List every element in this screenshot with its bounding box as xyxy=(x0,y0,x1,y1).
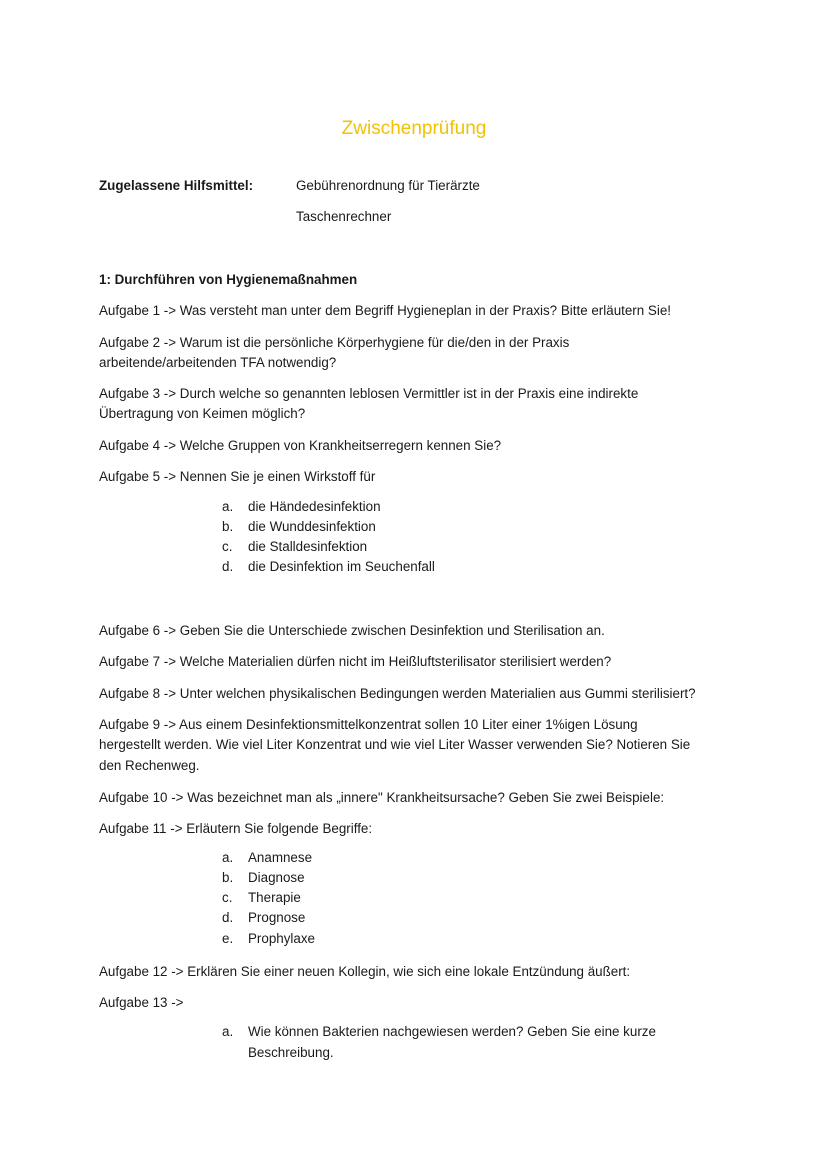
aids-label: Zugelassene Hilfsmittel: xyxy=(99,178,254,193)
task-13: Aufgabe 13 -> xyxy=(99,995,184,1010)
list-item: Prophylaxe xyxy=(248,931,315,946)
task-9-cont: den Rechenweg. xyxy=(99,758,200,773)
list-item: Therapie xyxy=(248,890,301,905)
list-item: die Desinfektion im Seuchenfall xyxy=(248,559,435,574)
list-item: Anamnese xyxy=(248,850,313,865)
task-7: Aufgabe 7 -> Welche Materialien dürfen nicht im Heißluftsterilisator sterilisiert werden? xyxy=(99,654,612,669)
task-2-cont: arbeitende/arbeitenden TFA notwendig? xyxy=(99,355,337,370)
list-item: die Stalldesinfektion xyxy=(248,539,368,554)
task-3: Aufgabe 3 -> Durch welche so genannten leblosen Vermittler ist in der Praxis eine indirekte xyxy=(99,386,639,401)
section-heading: 1: Durchführen von Hygienemaßnahmen xyxy=(99,272,358,287)
list-item-label: a. xyxy=(222,1024,234,1039)
list-item: die Händedesinfektion xyxy=(248,499,381,514)
list-item-label: d. xyxy=(222,910,234,925)
list-item-label: a. xyxy=(222,850,234,865)
list-item-cont: Beschreibung. xyxy=(248,1045,334,1060)
list-item: die Wunddesinfektion xyxy=(248,519,376,534)
aid-item: Gebührenordnung für Tierärzte xyxy=(296,178,480,193)
task-5: Aufgabe 5 -> Nennen Sie je einen Wirkstoff für xyxy=(99,469,376,484)
list-item-label: b. xyxy=(222,519,234,534)
task-3-cont: Übertragung von Keimen möglich? xyxy=(99,406,306,421)
task-8: Aufgabe 8 -> Unter welchen physikalischen Bedingungen werden Materialien aus Gummi sterilisiert? xyxy=(99,686,696,701)
list-item-label: e. xyxy=(222,931,234,946)
task-2: Aufgabe 2 -> Warum ist die persönliche Körperhygiene für die/den in der Praxis xyxy=(99,335,570,350)
task-10: Aufgabe 10 -> Was bezeichnet man als „innere" Krankheitsursache? Geben Sie zwei Beispiele: xyxy=(99,790,665,805)
list-item: Diagnose xyxy=(248,870,305,885)
list-item-label: c. xyxy=(222,890,233,905)
list-item: Prognose xyxy=(248,910,306,925)
list-item-label: b. xyxy=(222,870,234,885)
page-title: Zwischenprüfung xyxy=(341,118,487,139)
list-item-label: d. xyxy=(222,559,234,574)
aid-item: Taschenrechner xyxy=(296,209,392,224)
task-6: Aufgabe 6 -> Geben Sie die Unterschiede zwischen Desinfektion und Sterilisation an. xyxy=(99,623,605,638)
list-item-label: c. xyxy=(222,539,233,554)
task-11: Aufgabe 11 -> Erläutern Sie folgende Begriffe: xyxy=(99,821,373,836)
task-1: Aufgabe 1 -> Was versteht man unter dem Begriff Hygieneplan in der Praxis? Bitte erläutern Sie! xyxy=(99,303,672,318)
task-9: Aufgabe 9 -> Aus einem Desinfektionsmittelkonzentrat sollen 10 Liter einer 1%igen Lösung xyxy=(99,717,638,732)
task-12: Aufgabe 12 -> Erklären Sie einer neuen Kollegin, wie sich eine lokale Entzündung äußert: xyxy=(99,964,631,979)
list-item: Wie können Bakterien nachgewiesen werden? Geben Sie eine kurze xyxy=(248,1024,656,1039)
task-9-cont: hergestellt werden. Wie viel Liter Konzentrat und wie viel Liter Wasser verwenden Sie? Notieren Sie xyxy=(99,737,691,752)
list-item-label: a. xyxy=(222,499,234,514)
task-4: Aufgabe 4 -> Welche Gruppen von Krankheitserregern kennen Sie? xyxy=(99,438,502,453)
